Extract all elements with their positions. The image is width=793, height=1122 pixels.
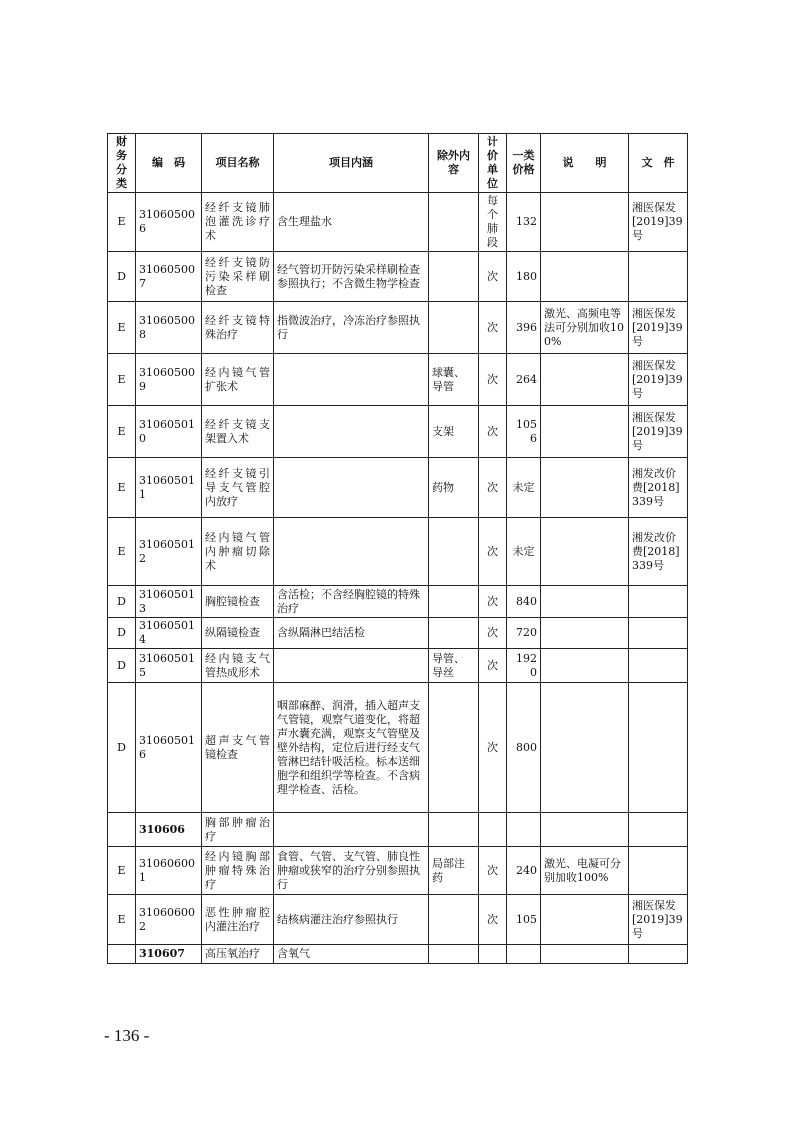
item-content-cell: [274, 518, 429, 586]
pricing-unit-cell: 次: [479, 649, 507, 683]
table-row: [108, 518, 688, 586]
header-cell: 除外内容: [429, 134, 479, 193]
document-cell: [629, 683, 688, 813]
excluded-content-cell: [429, 618, 479, 649]
price-cell: 396: [507, 302, 541, 354]
table-row: [108, 252, 688, 302]
category-cell: E: [108, 406, 136, 458]
header-cell: 编 码: [136, 134, 202, 193]
pricing-unit-cell: 次: [479, 252, 507, 302]
item-content-cell: [274, 649, 429, 683]
pricing-unit-cell: 次: [479, 683, 507, 813]
item-name-cell: 高压氧治疗: [202, 945, 274, 964]
document-cell: 湘医保发[2019]39号: [629, 354, 688, 406]
item-content-cell: 指微波治疗，冷冻治疗参照执行: [274, 302, 429, 354]
price-cell: 840: [507, 586, 541, 618]
item-name-cell: 经内镜气管内肿瘤切除术: [202, 518, 274, 586]
header-cell: 项目内涵: [274, 134, 429, 193]
code-cell: 310606001: [136, 847, 202, 895]
document-cell: 湘发改价费[2018]339号: [629, 458, 688, 518]
item-content-cell: 食管、气管、支气管、肺良性肿瘤或狭窄的治疗分别参照执行: [274, 847, 429, 895]
note-cell: [541, 683, 629, 813]
price-cell: 未定: [507, 518, 541, 586]
price-cell: 800: [507, 683, 541, 813]
item-name-cell: 经纤支镜特殊治疗: [202, 302, 274, 354]
excluded-content-cell: [429, 193, 479, 252]
code-cell: 310605015: [136, 649, 202, 683]
price-cell: 1920: [507, 649, 541, 683]
item-name-cell: 纵隔镜检查: [202, 618, 274, 649]
section-row: [108, 945, 688, 964]
document-cell: 湘发改价费[2018]339号: [629, 518, 688, 586]
price-cell: 720: [507, 618, 541, 649]
item-name-cell: 经内镜气管扩张术: [202, 354, 274, 406]
table-row: [108, 847, 688, 895]
item-name-cell: 经纤支镜防污染采样刷检查: [202, 252, 274, 302]
pricing-unit-cell: 次: [479, 302, 507, 354]
excluded-content-cell: [429, 302, 479, 354]
header-cell: 项目名称: [202, 134, 274, 193]
code-cell: 310605013: [136, 586, 202, 618]
code-cell: 310605007: [136, 252, 202, 302]
code-cell: 310605010: [136, 406, 202, 458]
pricing-unit-cell: [479, 945, 507, 964]
table-row: [108, 586, 688, 618]
excluded-content-cell: 局部注药: [429, 847, 479, 895]
pricing-unit-cell: 次: [479, 847, 507, 895]
excluded-content-cell: 药物: [429, 458, 479, 518]
category-cell: E: [108, 847, 136, 895]
document-cell: [629, 847, 688, 895]
item-name-cell: 经内镜胸部肿瘤特殊治疗: [202, 847, 274, 895]
item-name-cell: 胸腔镜检查: [202, 586, 274, 618]
pricing-unit-cell: 次: [479, 586, 507, 618]
item-content-cell: 含活检；不含经胸腔镜的特殊治疗: [274, 586, 429, 618]
category-cell: E: [108, 518, 136, 586]
table-row: [108, 193, 688, 252]
price-cell: [507, 813, 541, 847]
table-row: [108, 458, 688, 518]
item-name-cell: 超声支气管镜检查: [202, 683, 274, 813]
header-cell: 计价单位: [479, 134, 507, 193]
document-cell: 湘医保发[2019]39号: [629, 895, 688, 945]
note-cell: [541, 945, 629, 964]
item-content-cell: 含氧气: [274, 945, 429, 964]
item-content-cell: [274, 813, 429, 847]
fee-table: [107, 133, 688, 964]
excluded-content-cell: [429, 813, 479, 847]
price-cell: 132: [507, 193, 541, 252]
item-name-cell: 恶性肿瘤腔内灌注治疗: [202, 895, 274, 945]
table-row: [108, 618, 688, 649]
code-cell: 310605008: [136, 302, 202, 354]
document-cell: [629, 649, 688, 683]
pricing-unit-cell: 次: [479, 458, 507, 518]
item-content-cell: [274, 354, 429, 406]
item-name-cell: 经纤支镜肺泡灌洗诊疗术: [202, 193, 274, 252]
item-content-cell: 含生理盐水: [274, 193, 429, 252]
note-cell: 激光、高频电等法可分别加收100%: [541, 302, 629, 354]
item-name-cell: 胸部肿瘤治疗: [202, 813, 274, 847]
category-cell: [108, 945, 136, 964]
note-cell: [541, 406, 629, 458]
item-content-cell: 结核病灌注治疗参照执行: [274, 895, 429, 945]
item-name-cell: 经纤支镜引导支气管腔内放疗: [202, 458, 274, 518]
note-cell: [541, 252, 629, 302]
pricing-unit-cell: 次: [479, 895, 507, 945]
code-cell: 310605016: [136, 683, 202, 813]
document-cell: [629, 618, 688, 649]
price-cell: 180: [507, 252, 541, 302]
table-body: [108, 193, 688, 964]
item-name-cell: 经内镜支气管热成形术: [202, 649, 274, 683]
item-name-cell: 经纤支镜支架置入术: [202, 406, 274, 458]
category-cell: [108, 813, 136, 847]
category-cell: E: [108, 302, 136, 354]
price-cell: 未定: [507, 458, 541, 518]
category-cell: E: [108, 354, 136, 406]
document-cell: 湘医保发[2019]39号: [629, 193, 688, 252]
note-cell: [541, 518, 629, 586]
header-cell: 一类价格: [507, 134, 541, 193]
code-cell: 310605006: [136, 193, 202, 252]
code-cell: 310605014: [136, 618, 202, 649]
note-cell: [541, 649, 629, 683]
category-cell: D: [108, 649, 136, 683]
item-content-cell: 含纵隔淋巴结活检: [274, 618, 429, 649]
pricing-unit-cell: 次: [479, 354, 507, 406]
excluded-content-cell: [429, 252, 479, 302]
price-cell: 1056: [507, 406, 541, 458]
category-cell: E: [108, 895, 136, 945]
category-cell: D: [108, 618, 136, 649]
excluded-content-cell: [429, 586, 479, 618]
note-cell: [541, 458, 629, 518]
document-cell: [629, 813, 688, 847]
price-cell: 240: [507, 847, 541, 895]
note-cell: [541, 586, 629, 618]
table-row: [108, 683, 688, 813]
excluded-content-cell: [429, 518, 479, 586]
section-row: [108, 813, 688, 847]
header-cell: 财务分类: [108, 134, 136, 193]
pricing-unit-cell: 次: [479, 618, 507, 649]
category-cell: D: [108, 252, 136, 302]
category-cell: E: [108, 458, 136, 518]
header-cell: 说 明: [541, 134, 629, 193]
document-cell: 湘医保发[2019]39号: [629, 406, 688, 458]
excluded-content-cell: [429, 945, 479, 964]
note-cell: [541, 813, 629, 847]
pricing-unit-cell: 次: [479, 518, 507, 586]
header-cell: 文 件: [629, 134, 688, 193]
table-row: [108, 895, 688, 945]
document-cell: 湘医保发[2019]39号: [629, 302, 688, 354]
item-content-cell: 咽部麻醉、润滑，插入超声支气管镜，观察气道变化，将超声水囊充满，观察支气管壁及壁外结构，定位后进行经支气管淋巴结针吸活检。标本送细胞学和组织学等检查。不含病理学检查、活检。: [274, 683, 429, 813]
price-cell: 264: [507, 354, 541, 406]
document-cell: [629, 945, 688, 964]
code-cell: 310606002: [136, 895, 202, 945]
excluded-content-cell: 球囊、导管: [429, 354, 479, 406]
note-cell: [541, 354, 629, 406]
excluded-content-cell: 支架: [429, 406, 479, 458]
code-cell: 310605011: [136, 458, 202, 518]
table-row: [108, 302, 688, 354]
document-cell: [629, 586, 688, 618]
excluded-content-cell: [429, 895, 479, 945]
item-content-cell: 经气管切开防污染采样刷检查参照执行；不含微生物学检查: [274, 252, 429, 302]
note-cell: [541, 618, 629, 649]
pricing-unit-cell: [479, 813, 507, 847]
page-number: - 136 -: [104, 1026, 150, 1045]
note-cell: [541, 193, 629, 252]
document-cell: [629, 252, 688, 302]
item-content-cell: [274, 406, 429, 458]
code-cell: 310606: [136, 813, 202, 847]
category-cell: D: [108, 683, 136, 813]
price-cell: [507, 945, 541, 964]
table-row: [108, 649, 688, 683]
code-cell: 310605009: [136, 354, 202, 406]
code-cell: 310605012: [136, 518, 202, 586]
price-cell: 105: [507, 895, 541, 945]
table-header-row: [108, 134, 688, 193]
code-cell: 310607: [136, 945, 202, 964]
excluded-content-cell: [429, 683, 479, 813]
table-row: [108, 354, 688, 406]
table-row: [108, 406, 688, 458]
pricing-unit-cell: 每个肺段: [479, 193, 507, 252]
category-cell: D: [108, 586, 136, 618]
category-cell: E: [108, 193, 136, 252]
pricing-unit-cell: 次: [479, 406, 507, 458]
excluded-content-cell: 导管、导丝: [429, 649, 479, 683]
note-cell: [541, 895, 629, 945]
note-cell: 激光、电凝可分别加收100%: [541, 847, 629, 895]
item-content-cell: [274, 458, 429, 518]
